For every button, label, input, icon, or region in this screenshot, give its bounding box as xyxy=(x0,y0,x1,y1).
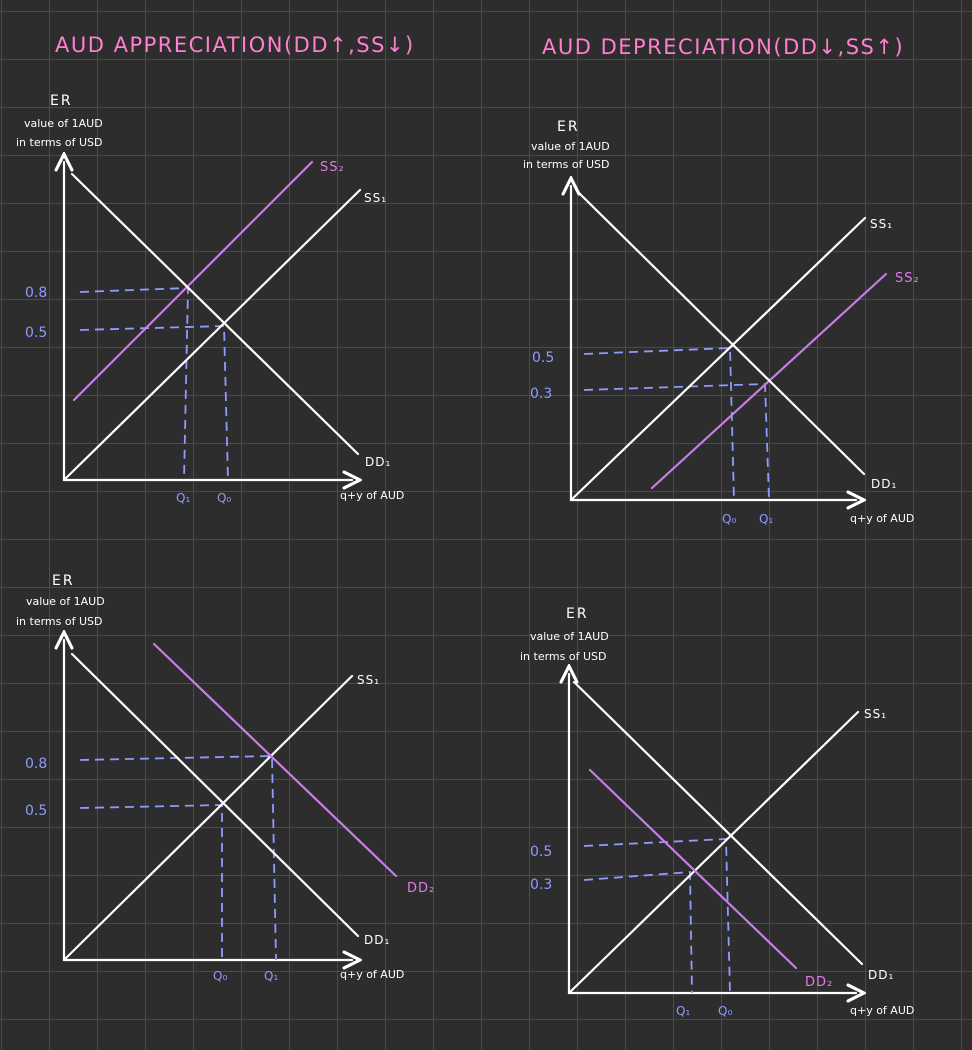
y-value-old: 0.5 xyxy=(25,325,48,341)
y-value-new: 0.3 xyxy=(530,386,553,402)
y-axis-title: ER xyxy=(52,573,75,589)
y-axis-subtitle-1: value of 1AUD xyxy=(26,595,105,608)
ss1-label: SS₁ xyxy=(364,191,388,205)
y-value-new: 0.3 xyxy=(530,877,553,893)
dd1-label: DD₁ xyxy=(871,477,898,491)
guide-new-equilibrium xyxy=(584,384,769,500)
y-axis-subtitle-1: value of 1AUD xyxy=(531,140,610,153)
panel-depreciation-supply-shift xyxy=(523,119,920,526)
q-right-label: Q₁ xyxy=(759,512,774,526)
guide-old-equilibrium xyxy=(80,805,222,960)
y-axis-title: ER xyxy=(557,119,580,135)
q-left-label: Q₀ xyxy=(722,512,737,526)
y-axis-subtitle-2: in terms of USD xyxy=(16,615,103,628)
y-axis-subtitle-2: in terms of USD xyxy=(520,650,607,663)
y-axis-subtitle-1: value of 1AUD xyxy=(24,117,103,130)
ss1-label: SS₁ xyxy=(870,217,894,231)
y-value-new: 0.8 xyxy=(25,756,48,772)
x-axis-title: q+y of AUD xyxy=(850,512,915,525)
q-right-label: Q₀ xyxy=(718,1004,733,1018)
ss1-curve xyxy=(64,676,352,960)
dd1-curve xyxy=(72,174,358,454)
y-axis-title: ER xyxy=(50,93,73,109)
dd1-label: DD₁ xyxy=(364,933,391,947)
ss1-curve xyxy=(64,190,360,480)
ss2-label: SS₂ xyxy=(895,271,920,286)
y-value-old: 0.5 xyxy=(25,803,48,819)
q-left-label: Q₁ xyxy=(176,491,191,505)
y-value-new: 0.8 xyxy=(25,285,48,301)
guide-old-equilibrium xyxy=(584,839,730,993)
x-axis-title: q+y of AUD xyxy=(340,968,405,981)
x-axis-title: q+y of AUD xyxy=(340,489,405,502)
ss1-curve xyxy=(571,218,865,500)
ss2-label: SS₂ xyxy=(320,160,345,175)
guide-old-equilibrium xyxy=(80,326,228,480)
ss2-curve xyxy=(74,162,312,400)
guide-new-equilibrium xyxy=(80,756,276,960)
y-axis-subtitle-2: in terms of USD xyxy=(16,136,103,149)
q-right-label: Q₀ xyxy=(217,491,232,505)
dd1-label: DD₁ xyxy=(365,455,392,469)
y-value-old: 0.5 xyxy=(530,844,553,860)
guide-new-equilibrium xyxy=(80,288,188,480)
ss1-label: SS₁ xyxy=(864,707,888,721)
y-axis-subtitle-2: in terms of USD xyxy=(523,158,610,171)
panel-depreciation-demand-shift xyxy=(520,606,914,1018)
y-value-old: 0.5 xyxy=(532,350,555,366)
y-axis-subtitle-1: value of 1AUD xyxy=(530,630,609,643)
dd1-curve xyxy=(72,654,358,936)
title-aud-appreciation: AUD APPRECIATION(DD↑,SS↓) xyxy=(55,33,415,57)
panel-appreciation-demand-shift xyxy=(16,573,435,983)
x-axis-title: q+y of AUD xyxy=(850,1004,915,1017)
q-left-label: Q₁ xyxy=(676,1004,691,1018)
dd1-label: DD₁ xyxy=(868,968,895,982)
panel-appreciation-supply-shift xyxy=(16,93,404,505)
title-aud-depreciation: AUD DEPRECIATION(DD↓,SS↑) xyxy=(542,35,905,59)
y-axis-title: ER xyxy=(566,606,589,622)
ss1-curve xyxy=(569,712,858,993)
dd2-label: DD₂ xyxy=(407,881,436,896)
q-left-label: Q₀ xyxy=(213,969,228,983)
dd2-label: DD₂ xyxy=(805,975,834,990)
q-right-label: Q₁ xyxy=(264,969,279,983)
dd1-curve xyxy=(574,682,862,964)
guide-old-equilibrium xyxy=(584,348,734,500)
ss1-label: SS₁ xyxy=(357,673,381,687)
